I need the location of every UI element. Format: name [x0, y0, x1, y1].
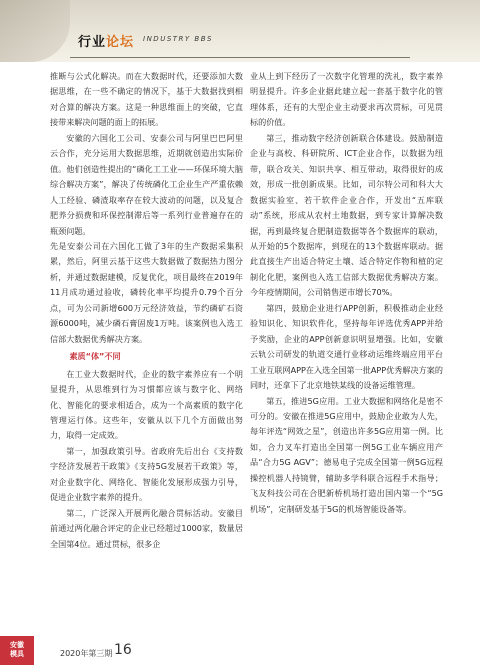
section-title — [78, 31, 134, 50]
subheading-quote: “体” — [85, 351, 105, 362]
header-divider — [70, 57, 410, 58]
paragraph: 第五，推进5G应用。工业大数据和网络化是密不可分的。安徽在推进5G应用中，鼓励企业敢为人先，每年评选“网效之星”，创造出许多5G应用第一例。比如，合力叉车打造出全国第一例5G工业车辆应用产品“合力5G AGV”；德易电子完成全国第一例5G远程操控机器人持镜臂，辅助多学科联合远程手术指导；飞友科技公司在合肥新桥机场打造出国内第一个“5G机场”，定制研发基于5G的机场智能设备等。 — [250, 395, 443, 514]
paragraph: 第二，广泛深入开展两化融合贯标活动。安徽目前通过两化融合评定的企业已经超过1000家，数量居全国第4位。通过贯标，很多企 — [50, 507, 243, 549]
paragraph: 先是安泰公司在六国化工做了3年的生产数据采集积累，然后，阿里云基于这些大数据做了数据热力图分析，并通过数据建模，反复优化，项目最终在2019年11月成功通过验收，磷转化率平均提升0.79个百分点，可为公司新增600万元经济效益，节约磷矿石资源6000吨，减少磷石膏固废1万吨。该案例也入选工信部大数据优秀解决方案。 — [50, 240, 243, 344]
right-column — [250, 69, 443, 517]
logo-line: 安徽 — [10, 641, 24, 649]
paragraph: 安徽的六国化工公司、安泰公司与阿里巴巴阿里云合作，充分运用大数据思维，近期就创造出实际价值。他们创造性提出的“磷化工工业——环保环境大脑综合解决方案”，解决了传统磷化工企业生产严重依赖人工经验、磷渣取率存在较大波动的问题，以及复合肥养分损费和环保控制滞后等一系列行业普遍存在的瓶颈问题。 — [50, 132, 243, 236]
paragraph: 第三，推动数字经济创新联合体建设。鼓励制造企业与高校、科研院所、ICT企业合作，以数据为纽带，联合攻关、知识共享、相互带动，取得很好的成效，形成一批创新成果。比如，司尔特公司和科大大数据实验室、若干软件企业合作，开发出“五库联动”系统，形成从农村土地数据，到专家计算解决数据，再到最终复合肥制造数据等各个数据库的联动，从开始的5个数据库，到现在的13个数据库联动。据此直接生产出适合特定土壤、适合特定作物和植的定制化化肥，案例也入选工信部大数据优秀解决方案。今年疫情期间，公司销售逆市增长70%。 — [250, 132, 443, 298]
header-band — [0, 0, 480, 62]
issue-label: 2020年第三期 — [60, 649, 113, 658]
magazine-logo — [0, 636, 34, 665]
section-title-english: INDUSTRY BBS — [143, 35, 213, 43]
left-column — [50, 69, 243, 552]
logo-line: 模具 — [10, 650, 24, 658]
page-number: 16 — [114, 642, 132, 658]
subheading-pre: 素质 — [69, 351, 86, 362]
paragraph: 第四，鼓励企业进行APP创新，积极推动企业经验知识化、知识软件化，坚持每年评选优秀APP并给予奖励，企业的APP创新意识明显增强。比如，安徽云轨公司研发的轨道交通行业移动运维终端应用平台工业互联网APP在入选全国第一批APP优秀解决方案的同时，还拿下了北京地铁某线的设备运维管理。 — [250, 302, 443, 391]
paragraph: 业从上到下经历了一次数字化管理的洗礼，数字素养明显提升。许多企业据此建立起一套基于数字化的管理体系，还有的大型企业主动要求再次贯标，可见贯标的价值。 — [250, 71, 443, 128]
subheading — [50, 349, 243, 364]
paragraph: 第一，加强政策引导。省政府先后出台《支持数字经济发展若干政策》《支持5G发展若干政策》等，对企业数字化、网络化、智能化发展形成强力引导，促进企业数字素养的提升。 — [50, 445, 243, 503]
section-title-main: 行业 — [78, 35, 107, 50]
subheading-post: 不同 — [104, 351, 121, 362]
paragraph: 推断与公式化解决。而在大数据时代，还要添加大数据思维，在一些不确定的情况下，基于大数据找到相对合算的解决方案。这是一种思维面上的突破，它直接带来解决问题的面上的拓展。 — [50, 71, 243, 128]
section-title-accent: 论坛 — [106, 35, 135, 50]
paragraph: 在工业大数据时代，企业的数字素养应有一个明显提升，从思维到行为习惯都应该与数字化、网络化、智能化的要求相适合，成为一个高素质的数字化管理运行体。这些年，安徽从以下几个方面做出努力，取得一定成效。 — [50, 368, 243, 441]
